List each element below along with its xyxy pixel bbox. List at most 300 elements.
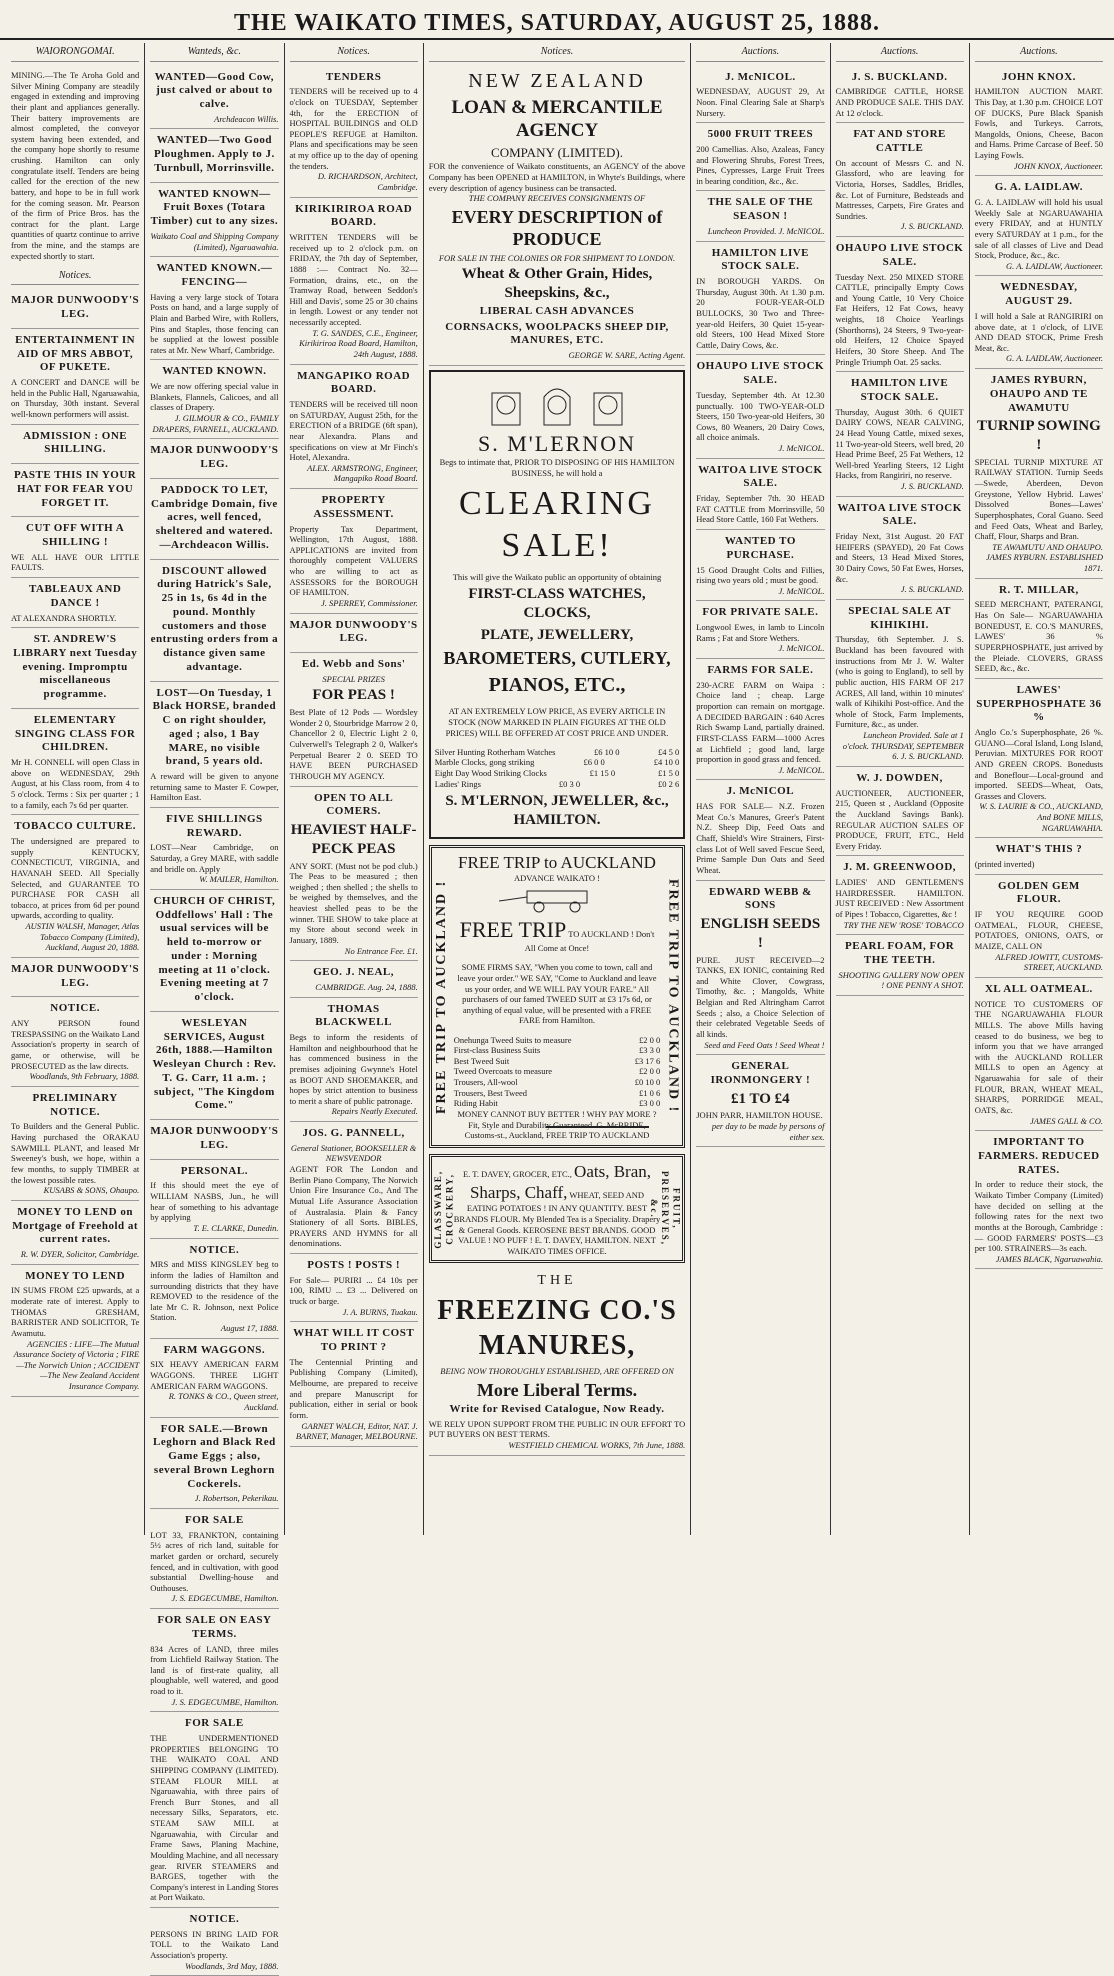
ad-signature: AGENCIES : LIFE—The Mutual Assurance Society of Victoria ; FIRE—The Norwich Union ; ACCIDENT—The New Zealand Accident Insurance Company. [11, 1339, 139, 1392]
price-sale: £4 5 0 [658, 747, 679, 758]
advertisement [836, 123, 964, 237]
agency-signature: GEORGE W. SARE, Acting Agent. [429, 350, 686, 361]
ad-title: LAWES' SUPERPHOSPHATE 36 % [975, 684, 1103, 725]
ad-signature: G. A. LAIDLAW, Auctioneer. [975, 261, 1103, 272]
ad-title: G. A. LAIDLAW. [975, 181, 1103, 195]
column-5 [691, 43, 830, 1535]
ad-body: LADIES' AND GENTLEMEN'S HAIRDRESSER. HAMILTON. JUST RECEIVED : New Assortment of Pipes ! Tobacco, Cigarettes, &c ! [836, 877, 964, 920]
ad-signature: AUSTIN WALSH, Manager, Atlas Tobacco Company (Limited), Auckland, August 20, 1888. [11, 921, 139, 953]
ad-title: J. M. GREENWOOD, [836, 861, 964, 875]
advertisement [11, 1201, 139, 1265]
advertisement [836, 497, 964, 600]
ad-signature: Luncheon Provided. Sale at 1 o'clock. THURSDAY, SEPTEMBER 6. J. S. BUCKLAND. [836, 730, 964, 762]
ad-title: FOR PRIVATE SALE. [696, 606, 824, 620]
ad-display-text: £1 TO £4 [696, 1090, 824, 1109]
ad-body: LOT 33, FRANKTON, containing 5½ acres of rich land, suitable for market garden or orchard, securely fenced, and in cultivation, with good substantial Dwelling-house and Outhouses. [150, 1530, 278, 1594]
ad-signature: JOHN KNOX, Auctioneer. [975, 161, 1103, 172]
price-price: £3 0 0 [639, 1098, 660, 1109]
advertisement [11, 709, 139, 815]
agency-liberal: LIBERAL CASH ADVANCES [429, 305, 686, 319]
ad-title: WEDNESDAY, AUGUST 29. [975, 281, 1103, 309]
ad-title: NOTICE. [150, 1244, 278, 1258]
davey-side-right: FRUIT, PRESERVES, &c. [663, 1167, 681, 1251]
advertisement [290, 614, 418, 654]
price-price: £1 0 6 [639, 1088, 660, 1099]
ad-title: MAJOR DUNWOODY'S LEG. [150, 1125, 278, 1153]
free-trip-footer: FREE TRIP TO AUCKLAND [546, 1126, 649, 1140]
column-heading: Notices. [290, 46, 418, 62]
ad-title: WANTED TO PURCHASE. [696, 535, 824, 563]
ad-body: To Builders and the General Public. Having purchased the ORAKAU SAWMILL PLANT, and leased Mr Sweeney's bush, we hope, within a few months, to supply TIMBER at the lowest possible rates. [11, 1121, 139, 1185]
price-item: Onehunga Tweed Suits to measure [454, 1035, 572, 1046]
ad-signature: TE AWAMUTU AND OHAUPO. JAMES RYBURN. ESTABLISHED 1871. [975, 542, 1103, 574]
ad-body: Mr H. CONNELL will open Class in above on WEDNESDAY, 29th August, at his Class room, from 4 to 5 o'clock. Terms : Six per quarter ; 1 to a family, each 7s 6d per quarter. [11, 757, 139, 810]
ad-title: WESLEYAN SERVICES, August 26th, 1888.—Hamilton Wesleyan Church : Rev. T. G. Carr, 11 a.m. ; subject, "The Kingdom Come." [150, 1017, 278, 1113]
advertisement [150, 890, 278, 1012]
advertisement [975, 176, 1103, 276]
freezing-rely: WE RELY UPON SUPPORT FROM THE PUBLIC IN OUR EFFORT TO PUT BUYERS ON BEST TERMS. [429, 1419, 686, 1440]
ad-body: G. A. LAIDLAW will hold his usual Weekly Sale at NGARUAWAHIA every FRIDAY, and at HUNTLY every SATURDAY at 1 p.m., for the sale of all classes of Live and Dead Stock, Produce, &c., &c. [975, 197, 1103, 261]
ad-signature: R. W. DYER, Solicitor, Cambridge. [11, 1249, 139, 1260]
advertisement [975, 838, 1103, 874]
column-heading: Auctions. [975, 46, 1103, 62]
clearing-sale-title: CLEARING SALE! [435, 483, 680, 568]
price-price: £3 3 0 [639, 1045, 660, 1056]
ad-display-text: TURNIP SOWING ! [975, 417, 1103, 455]
ad-body: AUCTIONEER, AUCTIONEER, 215, Queen st , Auckland (Opposite the Auckland Savings Bank). REGULAR AUCTION SALES OF PRODUCE, FRUIT, ETC., Held Every Friday. [836, 788, 964, 852]
price-item: First-class Business Suits [454, 1045, 540, 1056]
advertisement [696, 191, 824, 241]
ad-body: A reward will be given to anyone returning same to Master F. Cowper, Hamilton East. [150, 771, 278, 803]
ad-body: Property Tax Department, Wellington, 17th August, 1888. APPLICATIONS are invited from thoroughly competent VALUERS who are willing to act as ASSESSORS for the BOROUGH OF HAMILTON. [290, 524, 418, 598]
ad-body: In order to reduce their stock, the Waikato Timber Company (Limited) have decided on selling at the following rates for the next two months at the Borough, Cambridge :— GOOD FARMERS' POSTS—£3 per 100. STRAINERS—3s each. [975, 1179, 1103, 1253]
price-price: £2 0 0 [639, 1066, 660, 1077]
price-item: Silver Hunting Rotherham Watches [435, 747, 556, 758]
ad-title: WANTED KNOWN—Fruit Boxes (Totara Timber) cut to any sizes. [150, 188, 278, 229]
ad-title: WANTED KNOWN. [150, 365, 278, 379]
ad-title: GOLDEN GEM FLOUR. [975, 880, 1103, 908]
ad-title: OHAUPO LIVE STOCK SALE. [696, 360, 824, 388]
advertisement [975, 875, 1103, 978]
free-trip-fit: Fit, Style and Durability Guaranteed. [468, 1120, 594, 1130]
ad-body: IN SUMS FROM £25 upwards, at a moderate rate of interest. Apply to THOMAS GRESHAM, BARRISTER AND SOLICITOR, Te Awamutu. [11, 1285, 139, 1338]
ad-title: JOHN KNOX. [975, 71, 1103, 85]
lernon-goods-1: FIRST-CLASS WATCHES, CLOCKS, [435, 585, 680, 623]
ad-body: The undersigned are prepared to supply KENTUCKY, CONNECTICUT, VIRGINIA, and HAVANAH SEED. All Specially Selected, and GUARANTEE TO PURCHASE FOR CASH all tobacco, at prices from 6d per pound upwards, according to quality. [11, 836, 139, 921]
ad-signature: Waikato Coal and Shipping Company (Limited), Ngaruawahia. [150, 231, 278, 252]
advertisement [150, 1012, 278, 1120]
advertisement [11, 578, 139, 628]
ad-body: LOST—Near Cambridge, on Saturday, a Grey MARE, with saddle and bridle on. Apply [150, 842, 278, 874]
ad-title: MAJOR DUNWOODY'S LEG. [150, 444, 278, 472]
lernon-intro: Begs to intimate that, PRIOR TO DISPOSING OF HIS HAMILTON BUSINESS, he will hold a [440, 457, 675, 478]
ad-title: WHAT'S THIS ? [975, 843, 1103, 857]
ad-signature: J. S. BUCKLAND. [836, 221, 964, 232]
ad-body: WRITTEN TENDERS will be received up to 2 o'clock p.m. on FRIDAY, the 7th day of September, 1888 :— Contract No. 32—Formation, drains, etc., on the Tramway Road, between Seddon's Hill and Davis', some 25 or 30 chains in length. Lowest or any tender not necessarily accepted. [290, 232, 418, 328]
advertisement [696, 780, 824, 880]
ad-title: ELEMENTARY SINGING CLASS FOR CHILDREN. [11, 714, 139, 755]
ad-signature: ALEX. ARMSTRONG, Engineer, Mangapiko Road Board. [290, 463, 418, 484]
agency-title-2: LOAN & MERCANTILE AGENCY [429, 96, 686, 144]
davey-next: NEXT WAIKATO TIMES OFFICE. [507, 1235, 656, 1256]
ad-signature: J. SPERREY, Commissioner. [290, 598, 418, 609]
free-trip-side-left: FREE TRIP TO AUCKLAND ! [433, 858, 451, 1135]
lernon-goods-4: PIANOS, ETC., [435, 673, 680, 698]
davey-kerosene: KEROSENE BEST BRANDS. [523, 1225, 629, 1235]
ad-title: PASTE THIS IN YOUR HAT FOR FEAR YOU FORGET IT. [11, 469, 139, 510]
davey-top: E. T. DAVEY, GROCER, ETC., [463, 1169, 572, 1179]
ad-body: TENDERS will be received up to 4 o'clock on TUESDAY, September 4th, for the ERECTION of HOSPITAL BUILDINGS and OLD PEOPLE'S REFUGE at Hamilton. Plans and specifications may be seen at my office up to the day of opening the tenders. [290, 86, 418, 171]
ad-title: PERSONAL. [150, 1165, 278, 1179]
ad-title: KIRIKIRIROA ROAD BOARD. [290, 203, 418, 231]
ad-title: MANGAPIKO ROAD BOARD. [290, 370, 418, 398]
agency-body: FOR the convenience of Waikato constituents, an AGENCY of the above Company has been OPENED at HAMILTON, in Whyte's Buildings, where every description of agency business can be transacted. [429, 161, 686, 193]
ad-title: WANTED KNOWN.—FENCING— [150, 262, 278, 290]
agency-title-1: NEW ZEALAND [429, 69, 686, 94]
advertisement [150, 1120, 278, 1160]
ad-body: Anglo Co.'s Superphosphate, 26 %. GUANO—Coral Island, Long Island, Peruvian. MIXTURES FOR ROOT AND GREEN CROPS. Bonedusts and Boneflour—Local-ground and imported. SEEDS—Wheat, Oats, Grasses and Clovers. [975, 727, 1103, 801]
ad-signature: J. McNICOL. [696, 765, 824, 776]
ad-signature: JAMES BLACK, Ngaruawahia. [975, 1254, 1103, 1265]
ad-signature: Seed and Feed Oats ! Seed Wheat ! [696, 1040, 824, 1051]
lernon-reduction: AT AN EXTREMELY LOW PRICE, AS EVERY ARTICLE IN STOCK (NOW MARKED IN PLAIN FIGURES AT THE OLD PRICES) WILL BE OFFERED AT COST PRICE AND UNDER. [435, 706, 680, 738]
ad-title: FOR SALE [150, 1514, 278, 1528]
ad-title: FIVE SHILLINGS REWARD. [150, 813, 278, 841]
advertisement [150, 129, 278, 182]
freezing-write: Write for Revised Catalogue, Now Ready. [429, 1403, 686, 1417]
ad-display-text: ENGLISH SEEDS ! [696, 915, 824, 953]
ad-body: IN BOROUGH YARDS. On Thursday, August 30th. At 1.30 p.m. 20 FOUR-YEAR-OLD BULLOCKS, 30 Two and Three-year-old Heifers, 30 Quiet 15-year-old Steers, 100 Head Mixed Store Cattle, Dairy Cows, &c. [696, 276, 824, 350]
ad-title: J. McNICOL. [696, 71, 824, 85]
lernon-goods-3: BAROMETERS, CUTLERY, [435, 647, 680, 670]
ad-body: We are now offering special value in Blankets, Flannels, Calicoes, and all classes of Drapery. [150, 381, 278, 413]
ad-signature: GARNET WALCH, Editor, NAT. J. BARNET, Manager, MELBOURNE. [290, 1421, 418, 1442]
ad-title: OHAUPO LIVE STOCK SALE. [836, 242, 964, 270]
column-heading: Wanteds, &c. [150, 46, 278, 62]
ad-body: Longwool Ewes, in lamb to Lincoln Rams ; Fat and Store Wethers. [696, 622, 824, 643]
column-3 [285, 43, 424, 1535]
ad-body: On account of Messrs C. and N. Glassford, who are leaving for Victoria, Horses, Saddles, Bridles, &c. Lot of Furniture, Bedsteads and Mattresses, Carpets, Fire Grates and Sundries. [836, 158, 964, 222]
lernon-price-list [435, 747, 680, 790]
ad-signature: Woodlands, 9th February, 1888. [11, 1071, 139, 1082]
advertisement [11, 628, 139, 709]
trip-price-list [454, 1035, 661, 1109]
advertisement [836, 372, 964, 497]
ad-body: 15 Good Draught Colts and Fillies, rising two years old ; must be good. [696, 565, 824, 586]
davey-side-left: GLASSWARE, CROCKERY, [433, 1167, 451, 1251]
ad-title: IMPORTANT TO FARMERS. REDUCED RATES. [975, 1136, 1103, 1177]
advertisement [975, 369, 1103, 579]
free-trip-title: FREE TRIP [460, 917, 567, 942]
ad-title: PROPERTY ASSESSMENT. [290, 494, 418, 522]
ad-signature: TRY THE NEW 'ROSE' TOBACCO [836, 920, 964, 931]
advertisement [150, 1509, 278, 1609]
advertisement [150, 1418, 278, 1509]
advertisement [696, 355, 824, 458]
ad-title: FOR SALE ON EASY TERMS. [150, 1614, 278, 1642]
advertisement [696, 881, 824, 1056]
ad-signature: No Entrance Fee. £1. [290, 946, 418, 957]
ad-signature: August 17, 1888. [150, 1323, 278, 1334]
advertisement [150, 1160, 278, 1239]
advertisement [11, 425, 139, 465]
advertisement [11, 958, 139, 998]
ad-title: GENERAL IRONMONGERY ! [696, 1060, 824, 1088]
price-row [435, 747, 680, 758]
ad-title: SPECIAL SALE AT KIHIKIHI. [836, 605, 964, 633]
ad-body: WE ALL HAVE OUR LITTLE FAULTS. [11, 552, 139, 573]
advertisement [290, 1122, 418, 1254]
ad-title: MONEY TO LEND [11, 1270, 139, 1284]
advertisement [11, 464, 139, 517]
agency-produce: EVERY DESCRIPTION of PRODUCE [429, 206, 686, 251]
ad-body: HAMILTON AUCTION MART. This Day, at 1.30 p.m. CHOICE LOT OF DUCKS, Pure Black Spanish Fowls, and Turkeys. Carrots, Mangolds, Onions, Cheese, Bacon and Hams. Prime Carcase of Beef. 50 Laying Fowls. [975, 86, 1103, 160]
ad-title: MONEY TO LEND on Mortgage of Freehold at current rates. [11, 1206, 139, 1247]
ad-body: CAMBRIDGE CATTLE, HORSE AND PRODUCE SALE. THIS DAY. At 12 o'clock. [836, 86, 964, 118]
free-trip-to: TO AUCKLAND ! [568, 929, 633, 939]
ad-title: CHURCH OF CHRIST, Oddfellows' Hall : The usual services will be held to-morrow or under : Morning meeting at 11 o'clock. Evening meeting at 7 o'clock. [150, 895, 278, 1005]
free-trip-advance: ADVANCE WAIKATO ! [514, 873, 600, 883]
ad-title: MAJOR DUNWOODY'S LEG. [11, 963, 139, 991]
free-trip-ad [429, 845, 686, 1148]
ad-display-text: FOR PEAS ! [290, 686, 418, 705]
ad-body: Thursday, 6th September. J. S. Buckland has been favoured with instructions from Mr J. W. Walter (who is going to England), to sell by public auction, HIS FARM OF 217 ACRES, All land, within 10 minutes' walk of Kihikihi Post-office. And the whole of Stock, Farm Implements, Furniture, &c., as under. [836, 634, 964, 730]
ad-body: The Centennial Printing and Publishing Company (Limited), Melbourne, are prepared to receive and prepare Manuscript for publication, either in serial or book form. [290, 1357, 418, 1421]
advertisement [290, 489, 418, 614]
price-item: Trousers, Best Tweed [454, 1088, 527, 1099]
advertisement [975, 66, 1103, 177]
free-trip-dont: Don't All Come at Once! [525, 929, 655, 954]
ad-body: Begs to inform the residents of Hamilton and neighbourhood that he has commenced business in the premises adjoining Gwynne's Hotel as BOOT AND SHOEMAKER, and hopes by strict attention to business to merit a share of public patronage. [290, 1032, 418, 1106]
ad-title: NOTICE. [150, 1913, 278, 1927]
ad-signature: J. S. BUCKLAND. [836, 584, 964, 595]
advertisement [836, 66, 964, 124]
ad-title: POSTS ! POSTS ! [290, 1259, 418, 1273]
ad-body: Best Plate of 12 Pods — Wordsley Wonder 2 0, Stourbridge Marrow 2 0, Chancellor 2 0, Electric Light 2 0, Culverwell's Telegraph 2 0, Walker's Perpetual Bearer 2 0. SEED TO HAVE BEEN PURCHASED THROUGH MY AGENCY. [290, 707, 418, 781]
ad-signature: J. GILMOUR & CO., FAMILY DRAPERS, FARNELL, AUCKLAND. [150, 413, 278, 434]
ad-body: AGENT FOR The London and Berlin Piano Company, The Norwich Union Fire Insurance Co., And The Mutual Life Assurance Association of Australasia. Plain & Fancy Stationery of all Sorts. BIBLES, PRAYERS AND HYMNS for all denominations. [290, 1164, 418, 1249]
ad-body: Tuesday Next. 250 MIXED STORE CATTLE, principally Empty Cows and Young Cattle, 10 Very Choice Fat Heifers, 12 Fat Cows, heavy weights, 18 Choice Yearlings (Shorthorns), 24 Steers, 9 Two-year-old Heifers, 12 Choice Spayed Heifers, 30 Store Sheep. And The Pringle Triumph Oat. 25 sacks. [836, 272, 964, 368]
price-price: £0 10 0 [635, 1077, 661, 1088]
price-old: £6 10 0 [594, 747, 620, 758]
ad-body: I will hold a Sale at RANGIRIRI on above date, at 1 o'clock, of LIVE AND DEAD STOCK, Prime Fresh Meat, &c. [975, 311, 1103, 354]
ad-title: ST. ANDREW'S LIBRARY next Tuesday evening. Impromptu miscellaneous programme. [11, 633, 139, 702]
price-price: £3 17 6 [635, 1056, 661, 1067]
ad-body: THE UNDERMENTIONED PROPERTIES BELONGING TO THE WAIKATO COAL AND SHIPPING COMPANY (LIMITED). STEAM FLOUR MILL at Ngaruawahia, with three pairs of French Burr Stones, and all necessary Silks, Separators, etc. STEAM SAW MILL at Ngaruawahia, with Circular and Frame Saws, Planing Machine, Moulding Machine, and all necessary gear. RIVER STEAMERS and BARGES, together with the Company's interest in Landing Stores at Port Waikato. [150, 1733, 278, 1903]
ad-body: AT ALEXANDRA SHORTLY. [11, 613, 139, 624]
ad-subtitle: SPECIAL PRIZES [290, 674, 418, 685]
ad-title: ADMISSION : ONE SHILLING. [11, 430, 139, 458]
ad-body: IF YOU REQUIRE GOOD OATMEAL, FLOUR, CHEESE, POTATOES, ONIONS, OATS, or MAIZE, CALL ON [975, 909, 1103, 952]
lernon-opportunity: This will give the Waikato public an opportunity of obtaining [453, 572, 662, 582]
ad-title: WANTED—Two Good Ploughmen. Apply to J. Turnbull, Morrinsville. [150, 134, 278, 175]
advertisement [150, 560, 278, 682]
ad-title: PADDOCK TO LET, Cambridge Domain, five acres, well fenced, sheltered and watered.—Archdeacon Willis. [150, 484, 278, 553]
advertisement [975, 1131, 1103, 1269]
advertisement [836, 767, 964, 857]
price-sale: £1 5 0 [658, 768, 679, 779]
price-row [435, 757, 680, 768]
price-item: Riding Habit [454, 1098, 498, 1109]
column-2 [145, 43, 284, 1535]
ad-list [11, 289, 139, 1396]
advertisement [150, 66, 278, 130]
advertisement [150, 808, 278, 890]
ad-signature: J. A. BURNS, Tuakau. [290, 1307, 418, 1318]
ad-body: Having a very large stock of Totara Posts on hand, and a large supply of Plain and Barbed Wire, with Rollers, Pins and Staples, those fencing can be supplied at the lowest possible rates at Mr. New Wharf, Cambridge. [150, 292, 278, 356]
agency-produce-sub: FOR SALE IN THE COLONIES OR FOR SHIPMENT TO LONDON. [429, 253, 686, 264]
ad-body: ANY PERSON found TRESPASSING on the Waikato Land Association's property in search of game, or otherwise, will be PROSECUTED as the law directs. [11, 1018, 139, 1071]
price-item: Trousers, All-wool [454, 1077, 518, 1088]
price-row [454, 1077, 661, 1088]
agency-cornsacks: CORNSACKS, WOOLPACKS SHEEP DIP, MANURES, ETC. [429, 321, 686, 349]
advertisement [11, 997, 139, 1087]
agency-title-3: COMPANY (LIMITED). [429, 145, 686, 161]
ad-title: DISCOUNT allowed during Hatrick's Sale, 25 in 1s, 6s 4d in the pound. Monthly customers and those entrusting orders from a distance given same advantage. [150, 565, 278, 675]
ad-title: THE SALE OF THE SEASON ! [696, 196, 824, 224]
ad-body: PERSONS IN BRING LAID FOR TOLL to the Waikato Land Association's property. [150, 1929, 278, 1961]
advertisement [150, 1239, 278, 1339]
ad-title: HAMILTON LIVE STOCK SALE. [696, 247, 824, 275]
ad-title: PRELIMINARY NOTICE. [11, 1092, 139, 1120]
ad-signature: W. S. LAURIE & CO., AUCKLAND, And BONE MILLS, NGARUAWAHIA. [975, 801, 1103, 833]
ad-list [696, 66, 824, 1148]
davey-tea: My Blended Tea is a Speciality. [522, 1214, 630, 1224]
ad-signature: ALFRED JOWITT, CUSTOMS-STREET, AUCKLAND. [975, 952, 1103, 973]
advertisement [11, 1087, 139, 1201]
ad-title: FOR SALE.—Brown Leghorn and Black Red Game Eggs ; also, several Brown Leghorn Cockerels. [150, 1423, 278, 1492]
ad-signature: T. E. CLARKE, Dunedin. [150, 1223, 278, 1234]
free-trip-body: SOME FIRMS SAY, "When you come to town, call and leave your order." WE SAY, "Come to Auckland and leave us your order, and WE WILL PAY YOUR FARE." All purchasers of our famed TWEED SUIT at £3 17s 6d, or anything of equal value, will be presented with a FREE FARE from Hamilton. [454, 962, 661, 1026]
ad-title: MAJOR DUNWOODY'S LEG. [290, 619, 418, 647]
column-6 [831, 43, 970, 1535]
ad-title: ENTERTAINMENT IN AID OF MRS ABBOT, OF PUKETE. [11, 334, 139, 375]
agency-wheat: Wheat & Other Grain, Hides, Sheepskins, &c., [429, 265, 686, 303]
ad-title: TENDERS [290, 71, 418, 85]
ad-body: NOTICE TO CUSTOMERS OF THE NGARUAWAHIA FLOUR MILLS. The above Mills having ceased to do business, we beg to inform you that we have arranged with the AUCKLAND ROLLER MILLS to open an Agency at Ngaruawahia for sale of their FLOUR, BRAN, WHEAT MEAL, SHARPS, PORRIDGE MEAL, OATS, &c. [975, 999, 1103, 1116]
freezing-terms: More Liberal Terms. [429, 1379, 686, 1402]
ad-title: MAJOR DUNWOODY'S LEG. [11, 294, 139, 322]
agency-ad [429, 66, 686, 366]
ad-signature: J. McNICOL. [696, 443, 824, 454]
ad-body: (printed inverted) [975, 859, 1103, 870]
advertisement [696, 1055, 824, 1147]
ad-title: W. J. DOWDEN, [836, 772, 964, 786]
price-old: £6 0 0 [583, 757, 604, 768]
price-old: £0 3 0 [559, 779, 580, 790]
ad-signature: KUSABS & SONS, Ohaupo. [11, 1185, 139, 1196]
ad-signature: J. McNICOL. [696, 586, 824, 597]
ad-title: TOBACCO CULTURE. [11, 820, 139, 834]
ad-body: PURE. JUST RECEIVED—2 TANKS, EX IONIC, containing Red and White Clover, Cowgrass, Timothy, &c. ; Mangolds, White Belgian and Red Altringham Carrot Seeds ; also, a Choice Selection of their celebrated Vegetable Seeds of all kinds. [696, 955, 824, 1040]
davey-oats: Oats, Bran, Sharps, Chaff, [470, 1162, 651, 1202]
ad-body: A CONCERT and DANCE will be held in the Public Hall, Ngaruawahia, on Thursday, 30th instant. Several well-known performers will assist. [11, 377, 139, 420]
advertisement [290, 198, 418, 365]
advertisement [696, 659, 824, 780]
free-trip-head: FREE TRIP to AUCKLAND [458, 853, 656, 872]
column-heading: Auctions. [836, 46, 964, 62]
ad-title: WAITOA LIVE STOCK SALE. [696, 464, 824, 492]
advertisement [150, 1908, 278, 1976]
ad-body: 200 Camellias. Also, Azaleas, Fancy and Flowering Shrubs, Forest Trees, Pines, Cypresses, Large Fruit Trees in bearing condition, &c., &c. [696, 144, 824, 187]
ad-title: FOR SALE [150, 1717, 278, 1731]
ad-title: WAITOA LIVE STOCK SALE. [836, 502, 964, 530]
advertisement [150, 439, 278, 479]
ad-signature: J. S. EDGECUMBE, Hamilton. [150, 1697, 278, 1708]
ad-subtitle: General Stationer, BOOKSELLER & NEWSVENDOR [290, 1143, 418, 1164]
price-row [454, 1088, 661, 1099]
ad-title: THOMAS BLACKWELL [290, 1003, 418, 1031]
column-4 [424, 43, 692, 1535]
ad-title: J. S. BUCKLAND. [836, 71, 964, 85]
price-item: Tweed Overcoats to measure [454, 1066, 552, 1077]
advertisement [150, 1609, 278, 1712]
column-heading: WAIORONGOMAI. [11, 46, 139, 62]
ad-signature: W. MAILER, Hamilton. [150, 874, 278, 885]
advertisement [150, 183, 278, 258]
ad-signature: Woodlands, 3rd May, 1888. [150, 1961, 278, 1972]
ad-title: 5000 FRUIT TREES [696, 128, 824, 142]
freezing-sub: BEING NOW THOROUGHLY ESTABLISHED, ARE OFFERED ON [429, 1366, 686, 1377]
ad-body: SEED MERCHANT, PATERANGI, Has On Sale— NGARUAWAHIA BONEDUST, E. CO.'S MANURES, LAWES' 36 % SUPERPHOSPHATE, just arrived by the Pleiade. CLOVERS, GRASS SEED, &c., &c. [975, 599, 1103, 673]
ad-title: FAT AND STORE CATTLE [836, 128, 964, 156]
columns [6, 43, 1108, 1535]
ad-title: JAMES RYBURN, OHAUPO AND TE AWAMUTU [975, 374, 1103, 415]
advertisement [150, 479, 278, 560]
advertisement [696, 123, 824, 191]
advertisement [696, 530, 824, 601]
advertisement [696, 242, 824, 356]
ad-body: Friday Next, 31st August. 20 FAT HEIFERS (SPAYED), 20 Fat Cows and Steers, 13 Head Mixed Stores, 30 Dairy Cows, 50 Fat Ewes, Horses, &c. [836, 531, 964, 584]
ad-signature: J. Robertson, Pekerikau. [150, 1493, 278, 1504]
column-heading: Notices. [429, 46, 686, 62]
davey-wheat: WHEAT, SEED AND EATING POTATOES ! [467, 1190, 644, 1213]
column-7 [970, 43, 1108, 1535]
ad-title: JOS. G. PANNELL, [290, 1127, 418, 1141]
advertisement [696, 601, 824, 659]
price-item: Marble Clocks, gong striking [435, 757, 535, 768]
freezing-ad [429, 1269, 686, 1455]
advertisement [836, 600, 964, 767]
ad-title: GEO. J. NEAL, [290, 966, 418, 980]
advertisement [290, 365, 418, 490]
freezing-the: THE [429, 1272, 686, 1290]
ad-title: WANTED—Good Cow, just calved or about to calve. [150, 71, 278, 112]
free-trip-side-right: FREE TRIP TO AUCKLAND ! [663, 858, 681, 1135]
ad-body: For Sale— PURIRI ... £4 10s per 100, RIMU ... £3 ... Delivered on truck or barge. [290, 1275, 418, 1307]
freezing-title: FREEZING CO.'S MANURES, [429, 1293, 686, 1363]
ad-body: Tuesday, September 4th. At 12.30 punctually. 100 TWO-YEAR-OLD Steers, 150 Two-year-old Heifers, 30 Cows, 80 Weaners, 20 Dairy Cows, all choice animals. [696, 390, 824, 443]
ad-signature: Repairs Neatly Executed. [290, 1106, 418, 1117]
price-item: Ladies' Rings [435, 779, 481, 790]
ad-signature: D. RICHARDSON, Architect, Cambridge. [290, 171, 418, 192]
price-old: £1 15 0 [590, 768, 616, 779]
ad-signature: J. S. EDGECUMBE, Hamilton. [150, 1593, 278, 1604]
davey-signature: E. T. DAVEY, HAMILTON. [535, 1235, 631, 1245]
advertisement [150, 682, 278, 808]
davey-ad [429, 1154, 686, 1264]
ad-title: OPEN TO ALL COMERS. [290, 792, 418, 820]
ad-title: PEARL FOAM, FOR THE TEETH. [836, 940, 964, 968]
ad-body: Friday, September 7th. 30 HEAD FAT CATTLE from Morrinsville, 50 Head Store Cattle, 160 Fat Wethers. [696, 493, 824, 525]
ad-display-text: HEAVIEST HALF-PECK PEAS [290, 821, 418, 859]
ad-body: Thursday, August 30th. 6 QUIET DAIRY COWS, NEAR CALVING, 24 Head Young Cattle, mixed sexes, 11 Two-year-old Steers, well bred, 20 Head Prime Beef, 25 Fat Wethers, 12 Well-bred Yearling Steers, 12 Light Hacks, from Rangiriri, no reserve. [836, 407, 964, 481]
advertisement [836, 935, 964, 996]
ad-signature: J. McNICOL. [696, 643, 824, 654]
advertisement [975, 679, 1103, 839]
price-row [454, 1035, 661, 1046]
advertisement [836, 237, 964, 372]
